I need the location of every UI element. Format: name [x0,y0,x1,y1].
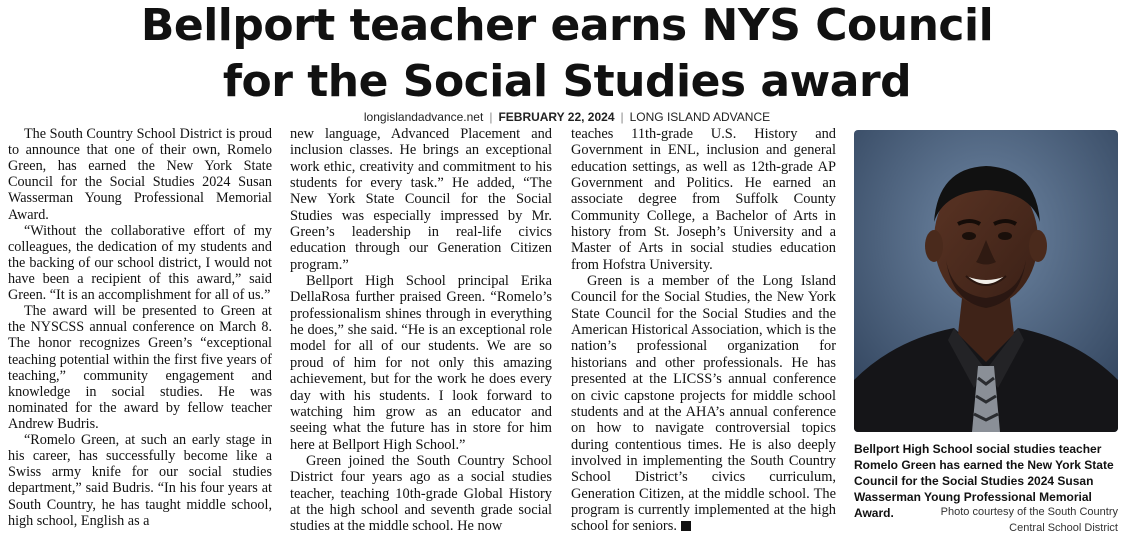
headline-line-1: Bellport teacher earns NYS Council [140,0,994,51]
article-paragraph: “Without the collaborative effort of my colleagues, the dedication of my students and the backing of our school district, I would not have been a recipient of this award,” said Green. “It is an accomplishment for all of us.” [8,222,272,304]
byline-separator: | [489,110,493,124]
teacher-portrait-photo [854,130,1118,432]
article-paragraph: “Romelo Green, at such an early stage in his career, has successfully become like a Swiss army knife for our social studies department,” said Budris. “In his four years at South Country, he has taught middle school, high school, English as a [8,432,272,529]
photo-credit-line: Photo courtesy of the South Country [940,506,1118,518]
headline-line-2: for the Social Studies award [222,56,912,107]
article-paragraph: Bellport High School principal Erika DellaRosa further praised Green. “Romelo’s professionalism shines through in everything he does,” she said. “He is an exceptional role model for all of our students. We are so proud of him for not only this amazing achievement, but for the work he does every day with his students. I look forward to watching him grow as an educator and seeing what the future has in store for him here at Bellport High School.” [290,273,552,453]
article-paragraph: teaches 11th-grade U.S. History and Government in ENL, inclusion and general education settings, as well as 12th-grade AP Government and Politics. He earned an associate degree from Suffolk County Community College, a Bachelor of Arts in history from St. Joseph’s University and a Master of Arts in social studies education from Hofstra University. [571,126,836,273]
article-paragraph-text: Green is a member of the Long Island Council for the Social Studies, the New York State Council for the Social Studies and the American Historical Association, which is the nation’s professional organization for historians and other professionals. He has presented at the LICSS’s annual conference on civic capstone projects for middle school students and at the AHA’s annual conference on how to navigate controversial topics during contentious times. He is also deeply involved in implementing the South Country School District’s civics curriculum, Generation Citizen, at the middle school. The program is currently implemented at the high school for seniors. [571,273,836,535]
photo-credit-line: Central School District [1009,522,1118,534]
article-paragraph: The award will be presented to Green at the NYSCSS annual conference on March 8. The honor recognizes Green’s “exceptional teaching potential within the first five years of teaching,” community engagement and knowledge in social studies. He was nominated for the award by fellow teacher Andrew Budris. [8,303,272,432]
article-paragraph: The South Country School District is proud to announce that one of their own, Romelo Green, has earned the New York State Council for the Social Studies 2024 Susan Wasserman Young Professional Memorial Award. [8,126,272,223]
byline-date: FEBRUARY 22, 2024 [498,110,615,124]
photo-caption: Bellport High School social studies teacher Romelo Green has earned the New York State Council for the Social Studies 2024 Susan Wasserman Young Professional Memorial Award. [854,442,1114,520]
article-paragraph [571,273,836,535]
photo-credit [900,504,1118,536]
end-mark-icon [681,521,691,531]
byline [0,110,1134,124]
article-column-1 [8,126,272,529]
article-paragraph: new language, Advanced Placement and inclusion classes. He brings an exceptional work ethic, creativity and commitment to his students for every task.” He added, “The New York State Council for the Social Studies was especially impressed by Mr. Green’s leadership in real-life civics education through our Generation Citizen program.” [290,126,552,273]
byline-separator: | [620,110,624,124]
byline-site: longislandadvance.net [363,110,484,124]
byline-publication: LONG ISLAND ADVANCE [629,110,771,124]
article-column-3 [571,126,836,535]
article-column-2 [290,126,552,535]
article-paragraph: Green joined the South Country School District four years ago as a social studies teacher, teaching 10th-grade Global History at the high school and seventh grade social studies at the middle school. He now [290,452,552,535]
